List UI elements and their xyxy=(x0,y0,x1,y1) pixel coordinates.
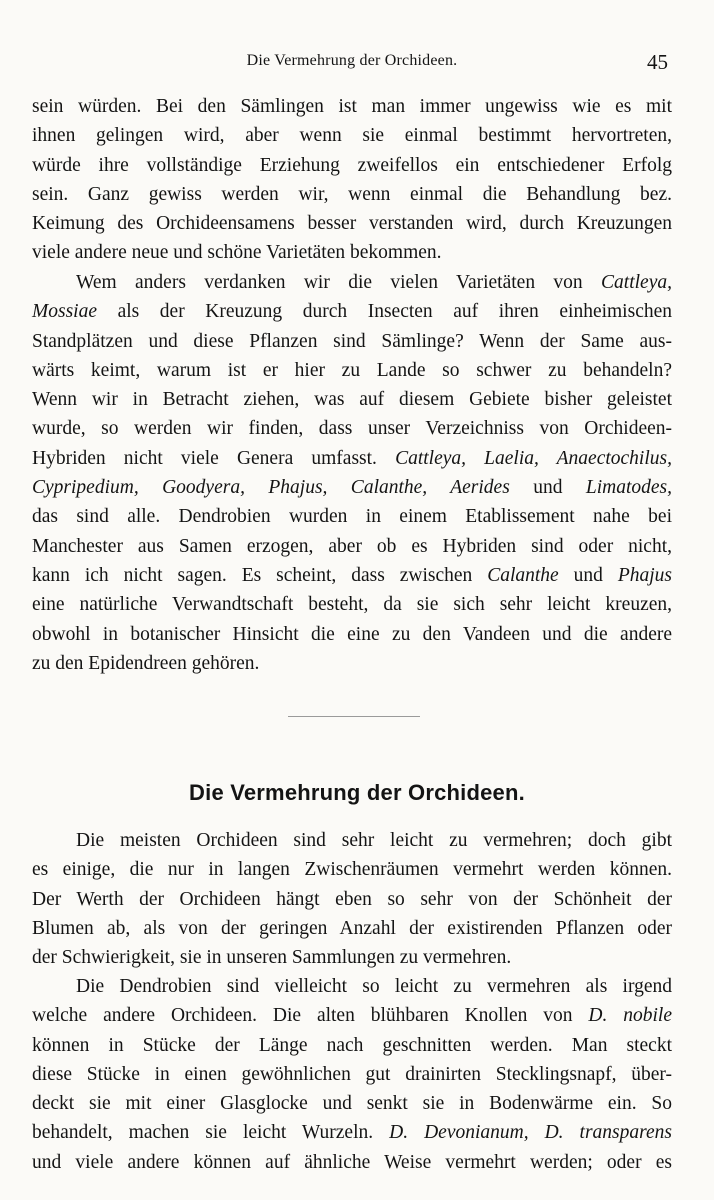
page-number: 45 xyxy=(647,50,668,74)
text-run: kann ich nicht sagen. Es scheint, dass zwischen xyxy=(32,564,488,586)
text-line: der Schwierigkeit, sie in unseren Sammlungen zu vermehren. xyxy=(32,947,512,969)
species-name: D. nobile xyxy=(588,1005,673,1027)
paragraph-intro xyxy=(32,826,672,972)
text-line: Keimung des Orchideensamens besser verstanden wird, durch Kreuzungen xyxy=(32,213,672,235)
text-line: es einige, die nur in langen Zwischenräumen vermehrt werden können. xyxy=(32,859,672,881)
text-run: und xyxy=(558,564,618,586)
genus-names: Limatodes, xyxy=(585,477,673,499)
text-line: wurde, so werden wir finden, dass unser Verzeichniss von Orchideen- xyxy=(32,418,672,440)
text-line: Standplätzen und diese Pflanzen sind Sämlinge? Wenn der Same aus- xyxy=(32,330,672,352)
text-line: Manchester aus Samen erzogen, aber ob es Hybriden sind oder nicht, xyxy=(32,535,672,557)
text-run: Hybriden nicht viele Genera umfasst. xyxy=(32,447,396,469)
species-name: Cattleya, xyxy=(601,272,672,293)
text-line: viele andere neue und schöne Varietäten bekommen. xyxy=(32,242,442,264)
text-line: wärts keimt, warum ist er hier zu Lande so schwer zu behandeln? xyxy=(32,359,672,381)
text-line: obwohl in botanischer Hinsicht die eine zu den Vandeen und die andere xyxy=(32,623,672,645)
text-line: Der Werth der Orchideen hängt eben so sehr von der Schönheit der xyxy=(32,888,672,910)
text-line: Die Dendrobien sind vielleicht so leicht zu vermehren als irgend xyxy=(76,976,672,997)
running-head xyxy=(32,50,672,74)
text-line: deckt sie mit einer Glasglocke und senkt sie in Bodenwärme ein. So xyxy=(32,1093,672,1115)
text-run: behandelt, machen sie leicht Wurzeln. xyxy=(32,1122,390,1144)
genus-names: Cattleya, Laelia, Anaectochilus, xyxy=(395,447,672,469)
text-line xyxy=(32,444,672,473)
text-run: als der Kreuzung durch Insecten auf ihren einheimischen xyxy=(97,301,672,323)
text-line: Blumen ab, als von der geringen Anzahl der existirenden Pflanzen oder xyxy=(32,917,672,939)
text-line: und viele andere können auf ähnliche Weise vermehrt werden; oder es xyxy=(32,1151,672,1173)
text-line xyxy=(32,1118,672,1147)
text-line xyxy=(32,473,672,502)
text-run: welche andere Orchideen. Die alten blühbaren Knollen von xyxy=(32,1005,589,1027)
species-name: D. Devonianum, D. transparens xyxy=(389,1122,672,1144)
running-title: Die Vermehrung der Orchideen. xyxy=(246,52,458,69)
text-run: Wem anders verdanken wir die vielen Varietäten von xyxy=(76,272,602,293)
text-line: das sind alle. Dendrobien wurden in einem Etablissement nahe bei xyxy=(32,506,672,528)
text-line: ihnen gelingen wird, aber wenn sie einmal bestimmt hervortreten, xyxy=(32,125,672,147)
text-line xyxy=(32,1001,672,1030)
paragraph-continuation xyxy=(32,92,672,268)
section-divider xyxy=(288,716,420,717)
text-line: können in Stücke der Länge nach geschnitten werden. Man steckt xyxy=(32,1034,672,1056)
genus-names: Cypripedium, Goodyera, Phajus, Calanthe, Aerides xyxy=(32,477,510,499)
section-heading: Die Vermehrung der Orchideen. xyxy=(189,780,525,805)
genus-names: Calanthe xyxy=(487,564,559,586)
text-line xyxy=(32,268,672,297)
text-line: zu den Epidendreen gehören. xyxy=(32,652,260,674)
text-line xyxy=(32,297,672,326)
text-run: und xyxy=(509,477,586,499)
text-line: Die meisten Orchideen sind sehr leicht zu vermehren; doch gibt xyxy=(76,830,672,851)
paragraph-cattleya-hybrids xyxy=(32,268,672,678)
text-line: eine natürliche Verwandtschaft besteht, da sie sich sehr leicht kreuzen, xyxy=(32,594,672,616)
text-line: sein würden. Bei den Sämlingen ist man immer ungewiss wie es mit xyxy=(32,96,672,117)
text-line: diese Stücke in einen gewöhnlichen gut drainirten Stecklingsnapf, über- xyxy=(32,1063,672,1085)
text-line: sein. Ganz gewiss werden wir, wenn einmal die Behandlung bez. xyxy=(32,183,672,205)
genus-names: Phajus xyxy=(617,564,672,586)
paragraph-dendrobium xyxy=(32,972,672,1177)
text-line xyxy=(32,561,672,590)
text-line: würde ihre vollständige Erziehung zweifellos ein entschiedener Erfolg xyxy=(32,154,672,176)
text-line: Wenn wir in Betracht ziehen, was auf diesem Gebiete bisher geleistet xyxy=(32,389,672,411)
species-name: Mossiae xyxy=(32,301,97,323)
